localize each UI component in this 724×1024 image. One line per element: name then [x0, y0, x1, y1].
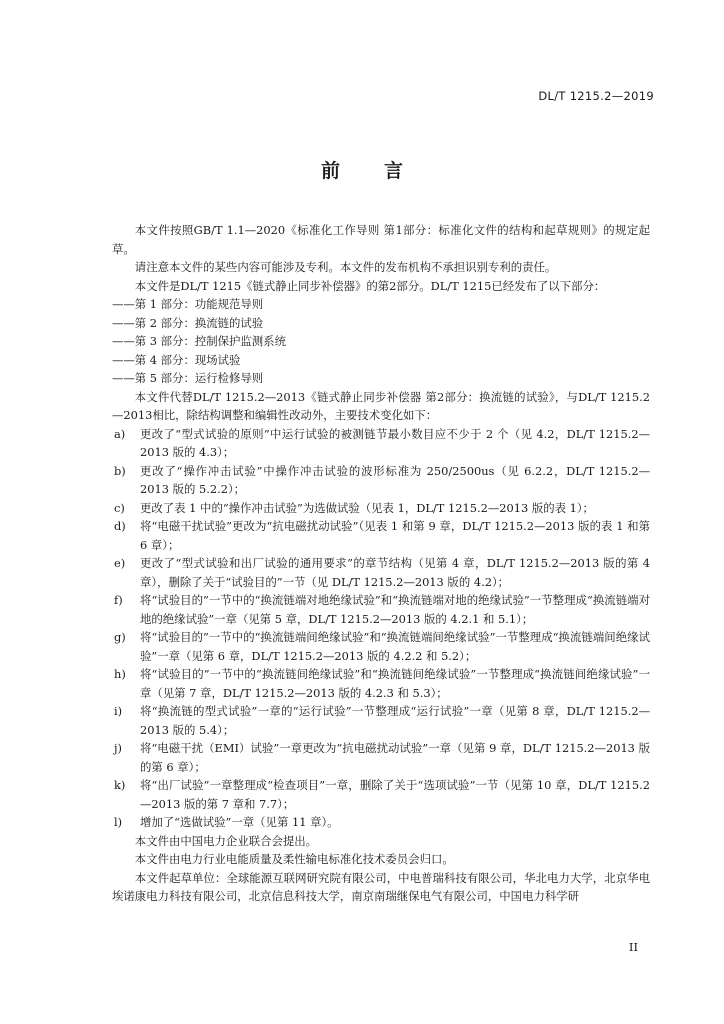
- preface-body: [112, 221, 650, 906]
- title-char-2: 言: [384, 160, 404, 182]
- paragraph: 本文件由中国电力企业联合会提出。: [134, 833, 318, 848]
- paragraph: 请注意本文件的某些内容可能涉及专利。本文件的发布机构不承担识别专利的责任。: [134, 260, 557, 274]
- part-list-item: ——第 1 部分：功能规范导则: [112, 297, 264, 311]
- change-item: [112, 591, 650, 628]
- change-item: [112, 665, 650, 702]
- change-label: e): [114, 556, 126, 570]
- change-text: 将“电磁干扰试验”更改为“抗电磁扰动试验”（见表 1 和第 9 章，DL/T 1215.2—2013 版的表 1 和第 6 章）；: [140, 519, 650, 552]
- change-item: [112, 776, 650, 813]
- change-text: 更改了“型式试验和出厂试验的通用要求”的章节结构（见第 4 章，DL/T 1215.2—2013 版的第 4 章），删除了关于“试验目的”一节（见 DL/T 1215.2—2013 版的 4.2）；: [140, 556, 650, 589]
- change-label: h): [114, 667, 126, 681]
- change-item: [112, 554, 650, 591]
- change-item: [112, 517, 650, 554]
- change-label: i): [114, 704, 123, 718]
- title-char-1: 前: [320, 160, 340, 182]
- change-text: 将“试验目的”一节中的“换流链端对地绝缘试验”和“换流链端对地的绝缘试验”一节整理成“换流链端对地的绝缘试验”一章（见第 5 章，DL/T 1215.2—2013 版的 4.2.1 和 5.1）；: [140, 593, 650, 626]
- change-text: 更改了“操作冲击试验”中操作冲击试验的波形标准为 250/2500us（见 6.2.2，DL/T 1215.2—2013 版的 5.2.2）；: [140, 463, 650, 496]
- change-item: [112, 499, 650, 518]
- change-item: [112, 702, 650, 739]
- change-label: c): [114, 500, 125, 515]
- paragraph: 本文件由电力行业电能质量及柔性输电标准化技术委员会归口。: [134, 852, 454, 866]
- change-label: g): [114, 630, 126, 644]
- change-text: 将“换流链的型式试验”一章的“运行试验”一节整理成“运行试验”一章（见第 8 章，DL/T 1215.2—2013 版的 5.4）；: [140, 704, 650, 737]
- document-code: DL/T 1215.2—2019: [538, 89, 654, 103]
- paragraph: 本文件按照GB/T 1.1—2020《标准化工作导则 第1部分：标准化文件的结构和起草规则》的规定起草。: [112, 223, 650, 256]
- change-label: j): [114, 741, 122, 755]
- change-item: [112, 462, 650, 499]
- change-text: 将“电磁干扰（EMI）试验”一章更改为“抗电磁扰动试验”一章（见第 9 章，DL/T 1215.2—2013 版的第 6 章）；: [140, 741, 650, 774]
- change-text: 增加了“选做试验”一章（见第 11 章）。: [140, 815, 339, 829]
- paragraph: 本文件起草单位：全球能源互联网研究院有限公司，中电普瑞科技有限公司，华北电力大学，北京华电埃诺康电力科技有限公司，北京信息科技大学，南京南瑞继保电气有限公司，中国电力科学研: [112, 870, 650, 903]
- change-item: [112, 739, 650, 776]
- change-label: k): [114, 778, 126, 792]
- change-item: [112, 813, 650, 832]
- part-list-item: ——第 4 部分：现场试验: [112, 352, 241, 367]
- paragraph: 本文件代替DL/T 1215.2—2013《链式静止同步补偿器 第2部分：换流链的试验》，与DL/T 1215.2—2013相比，除结构调整和编辑性改动外，主要技术变化如下：: [112, 389, 650, 422]
- change-label: f): [114, 593, 123, 607]
- change-item: [112, 425, 650, 462]
- change-label: d): [114, 519, 126, 533]
- change-text: 将“出厂试验”一章整理成“检查项目”一章，删除了关于“选项试验”一节（见第 10 章，DL/T 1215.2—2013 版的第 7 章和 7.7）；: [140, 778, 650, 811]
- part-list-item: ——第 2 部分：换流链的试验: [112, 315, 264, 330]
- change-text: 更改了“型式试验的原则”中运行试验的被测链节最小数目应不少于 2 个（见 4.2，DL/T 1215.2—2013 版的 4.3）；: [140, 426, 650, 459]
- part-list-item: ——第 3 部分：控制保护监测系统: [112, 334, 286, 348]
- change-text: 将“试验目的”一节中的“换流链端间绝缘试验”和“换流链端间绝缘试验”一节整理成“换流链端间绝缘试验”一章（见第 6 章，DL/T 1215.2—2013 版的 4.2.2 和 5.2）；: [140, 630, 650, 663]
- change-text: 将“试验目的”一节中的“换流链间绝缘试验”和“换流链间绝缘试验”一节整理成“换流链间绝缘试验”一章（见第 7 章，DL/T 1215.2—2013 版的 4.2.3 和 5.3）；: [140, 667, 650, 700]
- change-label: a): [114, 426, 126, 441]
- change-item: [112, 628, 650, 665]
- change-label: b): [114, 463, 126, 478]
- change-label: l): [114, 815, 123, 829]
- part-list-item: ——第 5 部分：运行检修导则: [112, 371, 264, 385]
- page-title: [0, 156, 724, 183]
- paragraph: 本文件是DL/T 1215《链式静止同步补偿器》的第2部分。DL/T 1215已经发布了以下部分：: [134, 278, 606, 293]
- page-number: II: [628, 940, 638, 954]
- change-text: 更改了表 1 中的“操作冲击试验”为选做试验（见表 1，DL/T 1215.2—2013 版的表 1）；: [140, 500, 594, 515]
